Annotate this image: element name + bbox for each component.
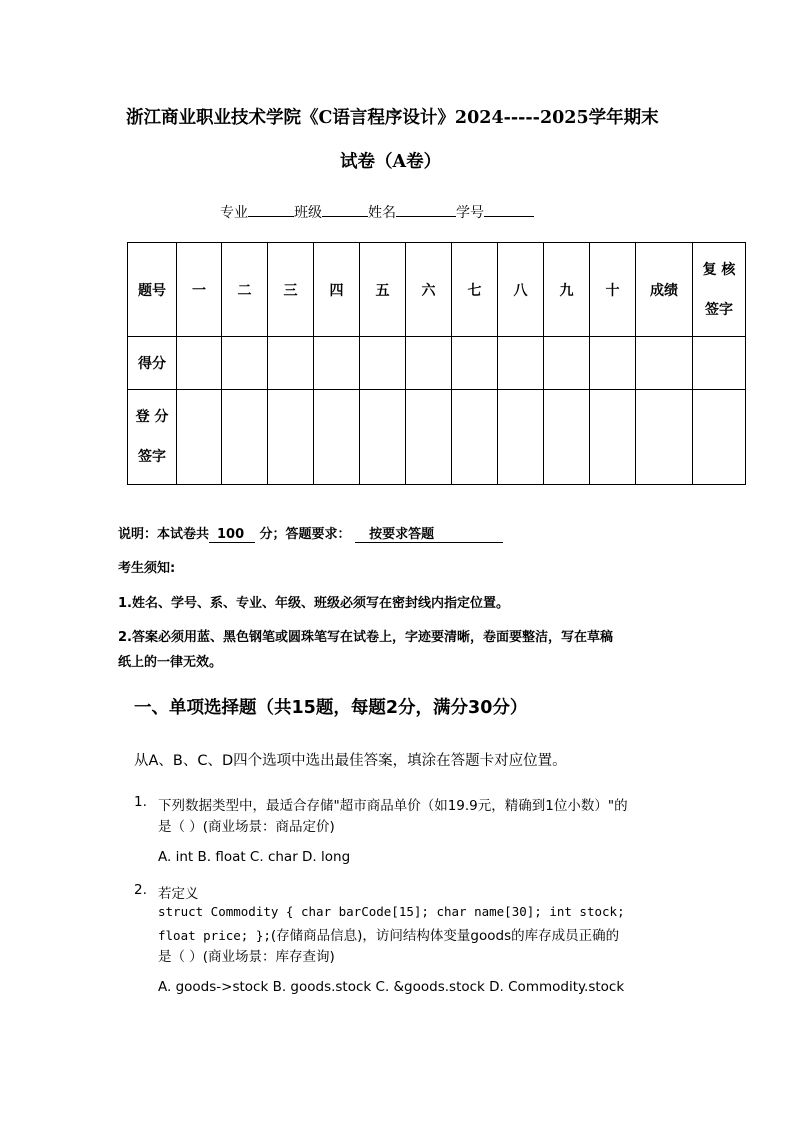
table-cell: 四 bbox=[314, 243, 360, 337]
cell-text: 签字 bbox=[705, 301, 733, 318]
name-label: 姓名 bbox=[368, 205, 396, 221]
score-cell[interactable] bbox=[222, 337, 268, 390]
question-text-rest: (存储商品信息)，访问结构体变量goods的库存成员正确的 bbox=[270, 928, 620, 944]
major-label: 专业 bbox=[220, 205, 248, 221]
table-cell: 九 bbox=[544, 243, 590, 337]
cell-text: 签字 bbox=[138, 449, 166, 465]
student-info-fields bbox=[220, 202, 534, 222]
desc-prefix: 说明：本试卷共 bbox=[118, 527, 210, 542]
table-cell: 三 bbox=[268, 243, 314, 337]
table-row bbox=[128, 337, 746, 390]
sign-cell[interactable] bbox=[590, 390, 636, 485]
table-cell: 一 bbox=[177, 243, 222, 337]
sign-cell[interactable] bbox=[544, 390, 590, 485]
sign-cell[interactable] bbox=[177, 390, 222, 485]
section-heading: 一、单项选择题（共15题，每题2分，满分30分） bbox=[134, 698, 528, 718]
table-cell bbox=[693, 243, 746, 337]
score-cell[interactable] bbox=[360, 337, 406, 390]
sign-cell[interactable] bbox=[406, 390, 452, 485]
table-cell: 题号 bbox=[128, 243, 177, 337]
class-blank[interactable] bbox=[322, 202, 368, 217]
sign-cell[interactable] bbox=[693, 390, 746, 485]
notice-1: 1.姓名、学号、系、专业、年级、班级必须写在密封线内指定位置。 bbox=[118, 596, 509, 611]
question-options: A. goods->stock B. goods.stock C. &goods.stock D. Commodity.stock bbox=[158, 979, 625, 995]
student-id-blank[interactable] bbox=[484, 202, 534, 217]
notice-2b: 纸上的一律无效。 bbox=[118, 655, 223, 670]
score-cell[interactable] bbox=[314, 337, 360, 390]
section-intro: 从A、B、C、D四个选项中选出最佳答案，填涂在答题卡对应位置。 bbox=[134, 753, 567, 769]
score-cell[interactable] bbox=[268, 337, 314, 390]
cell-text: 复 核 bbox=[702, 261, 736, 278]
table-cell: 二 bbox=[222, 243, 268, 337]
cell-text: 登 分 bbox=[135, 409, 169, 425]
notice-title: 考生须知: bbox=[118, 561, 176, 576]
table-row bbox=[128, 243, 746, 337]
question-text: 若定义 bbox=[158, 886, 199, 902]
table-cell: 六 bbox=[406, 243, 452, 337]
question-text: 是（ ）(商业场景：库存查询) bbox=[158, 949, 335, 965]
question-options: A. int B. float C. char D. long bbox=[158, 849, 351, 865]
score-cell[interactable] bbox=[636, 337, 693, 390]
notice-2a: 2.答案必须用蓝、黑色钢笔或圆珠笔写在试卷上，字迹要清晰，卷面要整洁，写在草稿 bbox=[118, 630, 613, 645]
code-line: float price; }; bbox=[158, 928, 271, 943]
score-cell[interactable] bbox=[452, 337, 498, 390]
score-table bbox=[127, 242, 746, 485]
title-line-2: 试卷（A卷） bbox=[340, 152, 442, 172]
desc-mid: 分；答题要求： bbox=[259, 527, 351, 542]
score-cell[interactable] bbox=[498, 337, 544, 390]
sign-cell[interactable] bbox=[636, 390, 693, 485]
table-cell: 成绩 bbox=[636, 243, 693, 337]
question-text: 是（ ）(商业场景：商品定价) bbox=[158, 819, 335, 835]
score-cell[interactable] bbox=[177, 337, 222, 390]
exam-description bbox=[118, 523, 503, 543]
student-id-label: 学号 bbox=[456, 205, 484, 221]
sign-cell[interactable] bbox=[222, 390, 268, 485]
table-cell bbox=[128, 390, 177, 485]
sign-cell[interactable] bbox=[498, 390, 544, 485]
sign-cell[interactable] bbox=[268, 390, 314, 485]
table-row bbox=[128, 390, 746, 485]
score-cell[interactable] bbox=[590, 337, 636, 390]
table-cell: 七 bbox=[452, 243, 498, 337]
sign-cell[interactable] bbox=[360, 390, 406, 485]
table-cell: 得分 bbox=[128, 337, 177, 390]
table-cell: 八 bbox=[498, 243, 544, 337]
score-cell[interactable] bbox=[406, 337, 452, 390]
title-line-1: 浙江商业职业技术学院《C语言程序设计》2024-----2025学年期末 bbox=[126, 108, 659, 128]
question-text bbox=[158, 924, 619, 944]
question-number: 2. bbox=[134, 882, 147, 898]
sign-cell[interactable] bbox=[452, 390, 498, 485]
score-cell[interactable] bbox=[544, 337, 590, 390]
class-label: 班级 bbox=[294, 205, 322, 221]
question-text: 下列数据类型中，最适合存储"超市商品单价（如19.9元，精确到1位小数）"的 bbox=[158, 798, 628, 814]
requirement: 按要求答题 bbox=[355, 523, 503, 543]
table-cell: 十 bbox=[590, 243, 636, 337]
score-cell[interactable] bbox=[693, 337, 746, 390]
sign-cell[interactable] bbox=[314, 390, 360, 485]
major-blank[interactable] bbox=[248, 202, 294, 217]
question-number: 1. bbox=[134, 794, 147, 810]
code-line: struct Commodity { char barCode[15]; char name[30]; int stock; bbox=[158, 904, 625, 919]
name-blank[interactable] bbox=[396, 202, 456, 217]
total-score: 100 bbox=[209, 527, 255, 543]
table-cell: 五 bbox=[360, 243, 406, 337]
